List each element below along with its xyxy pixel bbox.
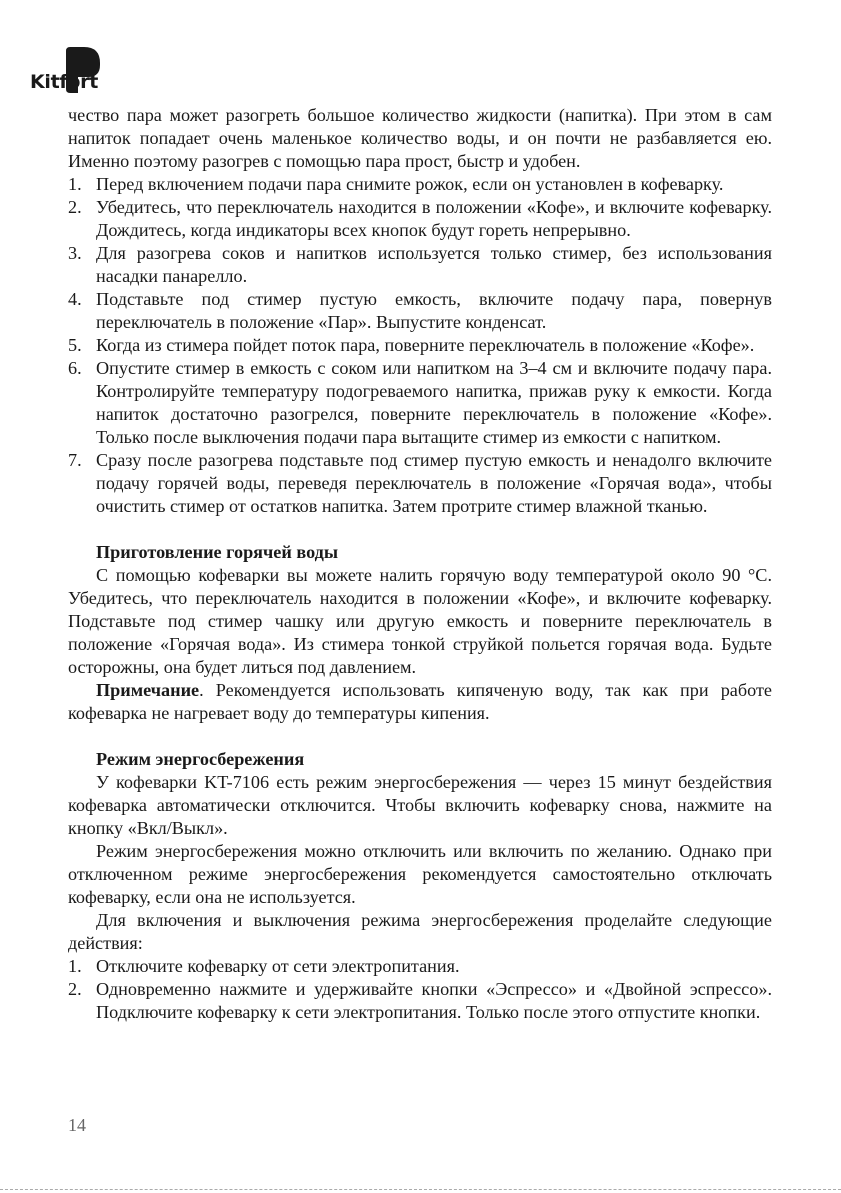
section-gap xyxy=(68,725,772,748)
list-item xyxy=(68,173,772,196)
list-text: Отключите кофеварку от сети электропитания. xyxy=(96,956,460,976)
list-number: 3. xyxy=(68,243,82,263)
list-item xyxy=(68,449,772,518)
brand-name: Kitfort xyxy=(30,71,98,93)
list-text: Когда из стимера пойдет поток пара, поверните переключатель в положение «Кофе». xyxy=(96,335,755,355)
list-text: Убедитесь, что переключатель находится в положении «Кофе», и включите кофеварку. Дождитесь, когда индикаторы всех кнопок будут гореть непрерывно. xyxy=(96,197,772,240)
energy-saving-paragraph-1: У кофеварки KT-7106 есть режим энергосбережения — через 15 минут бездействия кофеварка автоматически отключится. Чтобы включить кофеварку снова, нажмите на кнопку «Вкл/Выкл». xyxy=(68,772,772,838)
footer-divider xyxy=(0,1189,841,1190)
list-number: 5. xyxy=(68,335,82,355)
list-item xyxy=(68,357,772,449)
list-item xyxy=(68,196,772,242)
intro-paragraph: чество пара может разогреть большое количество жидкости (напитка). При этом в сам напиток попадает очень маленькое количество воды, и он почти не разбавляется ею. Именно поэтому разогрев с помощью пара прост, быстр и удобен. xyxy=(68,105,772,171)
energy-saving-paragraph-2: Режим энергосбережения можно отключить или включить по желанию. Однако при отключенном режиме энергосбережения рекомендуется самостоятельно отключать кофеварку, если она не используется. xyxy=(68,841,772,907)
energy-saving-heading: Режим энергосбережения xyxy=(96,749,305,769)
list-number: 1. xyxy=(68,956,82,976)
heating-steps-list xyxy=(68,173,772,518)
page-number: 14 xyxy=(68,1115,86,1135)
list-item xyxy=(68,242,772,288)
hot-water-note xyxy=(68,679,772,725)
section-gap xyxy=(68,518,772,541)
list-number: 1. xyxy=(68,174,82,194)
list-number: 4. xyxy=(68,289,82,309)
list-number: 6. xyxy=(68,358,82,378)
energy-saving-paragraph-3: Для включения и выключения режима энергосбережения проделайте следующие действия: xyxy=(68,910,772,953)
list-text: Для разогрева соков и напитков используется только стимер, без использования насадки панарелло. xyxy=(96,243,772,286)
list-text: Опустите стимер в емкость с соком или напитком на 3–4 см и включите подачу пара. Контролируйте температуру подогреваемого напитка, прижав руку к емкости. Когда напиток достаточно разогрелся, поверните переключатель в положение «Кофе». Только после выключения подачи пара вытащите стимер из емкости с напитком. xyxy=(96,358,772,447)
list-number: 2. xyxy=(68,979,82,999)
note-text: . Рекомендуется использовать кипяченую воду, так как при работе кофеварка не нагревает воду до температуры кипения. xyxy=(68,680,772,723)
energy-saving-steps-list xyxy=(68,955,772,1024)
page-content xyxy=(68,104,772,1024)
list-number: 2. xyxy=(68,197,82,217)
list-item xyxy=(68,978,772,1024)
note-label: Примечание xyxy=(96,680,200,700)
hot-water-heading: Приготовление горячей воды xyxy=(96,542,339,562)
list-text: Сразу после разогрева подставьте под стимер пустую емкость и ненадолго включите подачу горячей воды, переведя переключатель в положение «Горячая вода», чтобы очистить стимер от остатков напитка. Затем протрите стимер влажной тканью. xyxy=(96,450,772,516)
hot-water-paragraph: С помощью кофеварки вы можете налить горячую воду температурой около 90 °C. Убедитесь, что переключатель находится в положении «Кофе», и включите кофеварку. Подставьте под стимер чашку или другую емкость и поверните переключатель в положение «Горячая вода». Из стимера тонкой струйкой польется горячая вода. Будьте осторожны, она будет литься под давлением. xyxy=(68,565,772,677)
list-item xyxy=(68,334,772,357)
list-item xyxy=(68,955,772,978)
list-text: Одновременно нажмите и удерживайте кнопки «Эспрессо» и «Двойной эспрессо». Подключите кофеварку к сети электропитания. Только после этого отпустите кнопки. xyxy=(96,979,772,1022)
list-text: Перед включением подачи пара снимите рожок, если он установлен в кофеварку. xyxy=(96,174,724,194)
list-item xyxy=(68,288,772,334)
list-number: 7. xyxy=(68,450,82,470)
list-text: Подставьте под стимер пустую емкость, включите подачу пара, повернув переключатель в положение «Пар». Выпустите конденсат. xyxy=(96,289,772,332)
